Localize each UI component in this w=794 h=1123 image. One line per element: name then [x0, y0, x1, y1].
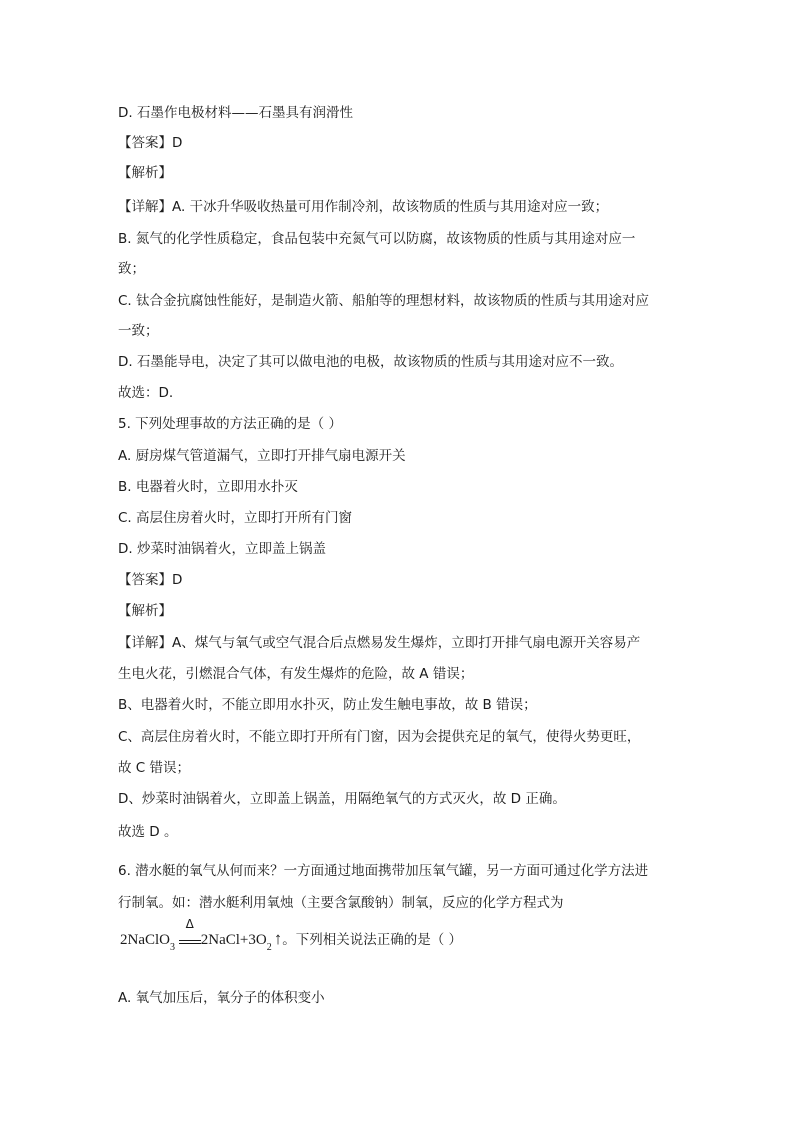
- option-d-q4: D. 石墨作电极材料——石墨具有润滑性: [118, 105, 353, 121]
- question-6: 6. 潜水艇的氧气从何而来？一方面通过地面携带加压氧气罐，另一方面可通过化学方法进: [118, 863, 649, 879]
- explanation-q4-d: D. 石墨能导电，决定了其可以做电池的电极，故该物质的性质与其用途对应不一致。: [118, 354, 623, 370]
- explanation-q5-a: 【详解】A、煤气与氧气或空气混合后点燃易发生爆炸，立即打开排气扇电源开关容易产: [118, 635, 641, 651]
- analysis-heading-q5: 【解析】: [118, 603, 172, 619]
- answer-q5: 【答案】D: [118, 572, 183, 588]
- equation-reactant: 2NaClO: [120, 932, 170, 948]
- heating-condition: Δ: [185, 917, 194, 931]
- chemical-equation: [120, 917, 463, 968]
- option-a-q5: A. 厨房煤气管道漏气，立即打开排气扇电源开关: [118, 448, 406, 464]
- explanation-q4-c-cont: 一致；: [118, 323, 159, 339]
- explanation-q4-c: C. 钛合金抗腐蚀性能好，是制造火箭、船舶等的理想材料，故该物质的性质与其用途对应: [118, 293, 650, 309]
- option-c-q5: C. 高层住房着火时，立即打开所有门窗: [118, 510, 353, 526]
- explanation-q5-c-cont: 故 C 错误；: [118, 760, 191, 776]
- question-6-prompt: 。下列相关说法正确的是（ ）: [282, 932, 463, 948]
- explanation-q5-a-cont: 生电火花，引燃混合气体，有发生爆炸的危险，故 A 错误；: [118, 666, 474, 682]
- answer-q4: 【答案】D: [118, 135, 183, 151]
- option-b-q5: B. 电器着火时，立即用水扑灭: [118, 479, 298, 495]
- option-a-q6: A. 氧气加压后，氧分子的体积变小: [118, 990, 325, 1006]
- explanation-q5-c: C、高层住房着火时，不能立即打开所有门窗，因为会提供充足的氧气，使得火势更旺，: [118, 729, 641, 745]
- question-5: 5. 下列处理事故的方法正确的是（ ）: [118, 416, 342, 432]
- reaction-condition-sign: [179, 917, 201, 944]
- explanation-q5-d: D、炒菜时油锅着火，立即盖上锅盖，用隔绝氧气的方式灭火，故 D 正确。: [118, 791, 566, 807]
- explanation-q4-b-cont: 致；: [118, 261, 145, 277]
- analysis-heading-q4: 【解析】: [118, 165, 172, 181]
- explanation-q4-a: 【详解】A. 干冰升华吸收热量可用作制冷剂，故该物质的性质与其用途对应一致；: [118, 199, 609, 215]
- equals-sign: [179, 940, 201, 944]
- explanation-q5-b: B、电器着火时，不能立即用水扑灭，防止发生触电事故，故 B 错误；: [118, 697, 537, 713]
- gas-arrow-icon: ↑: [273, 929, 283, 948]
- conclusion-q5: 故选 D 。: [118, 824, 178, 840]
- question-6-cont: 行制氧。如：潜水艇利用氧烛（主要含氯酸钠）制氧，反应的化学方程式为: [118, 895, 564, 911]
- equation-product-subscript: 2: [266, 942, 272, 953]
- explanation-q4-b: B. 氮气的化学性质稳定，食品包装中充氮气可以防腐，故该物质的性质与其用途对应一: [118, 231, 636, 247]
- conclusion-q4: 故选：D.: [118, 385, 174, 401]
- equation-products: 2NaCl+3O: [200, 932, 267, 948]
- equation-reactant-subscript: 3: [170, 942, 175, 953]
- option-d-q5: D. 炒菜时油锅着火，立即盖上锅盖: [118, 541, 326, 557]
